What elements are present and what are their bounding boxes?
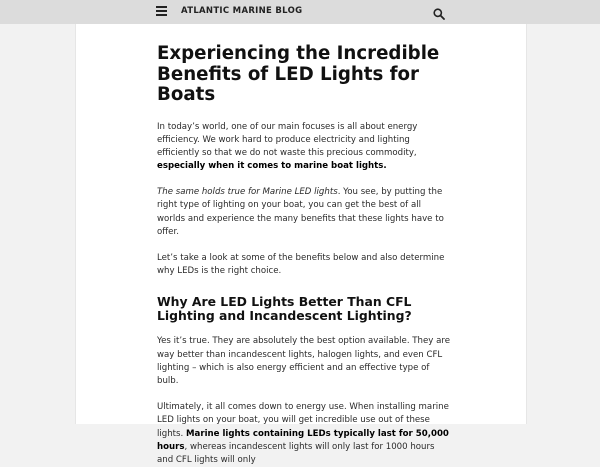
article [157,44,451,467]
italic-lead: The same holds true for Marine LED lights [157,187,338,198]
top-bar-inner [156,0,444,24]
content-page [75,24,527,465]
energy-use-paragraph [157,401,451,466]
search-icon[interactable] [433,5,445,17]
same-holds-text: . You see, by putting the right type of lighting on your boat, you can get the best of all worlds and experience the many benefits that these lights have to offer. [157,187,444,237]
intro-paragraph [157,121,451,173]
section-heading: Why Are LED Lights Better Than CFL Lighting and Incandescent Lighting? [157,294,412,324]
hamburger-menu-icon[interactable] [156,6,167,16]
menu-icon-line [156,14,167,16]
intro-text: In today’s world, one of our main focuses is all about energy efficiency. We work hard to produce electricity and lighting efficiently so that we do not waste this precious commodity, [157,121,418,158]
energy-use-bold: Marine lights containing LEDs typically last for 50,000 hours [157,428,449,452]
menu-icon-line [156,6,167,8]
energy-use-tail: , whereas incandescent lights will only last for 1000 hours and CFL lights will only [157,441,435,465]
energy-use-text: Ultimately, it all comes down to energy use. When installing marine LED lights on your boat, you will get incredible use out of these lights. [157,402,449,439]
yes-true-paragraph: Yes it’s true. They are absolutely the best option available. They are way better than incandescent lights, halogen lights, and even CFL lighting – which is also energy efficient and an effective type of bulb. [157,336,450,386]
search-icon-glyph [433,8,445,20]
article-title: Experiencing the Incredible Benefits of LED Lights for Boats [157,43,440,105]
intro-bold-text: especially when it comes to marine boat lights. [157,160,387,171]
benefits-paragraph: Let’s take a look at some of the benefits below and also determine why LEDs is the right choice. [157,253,445,277]
same-holds-paragraph [157,186,451,238]
menu-icon-line [156,10,167,12]
site-title[interactable]: ATLANTIC MARINE BLOG [181,6,303,16]
top-bar [0,0,600,24]
